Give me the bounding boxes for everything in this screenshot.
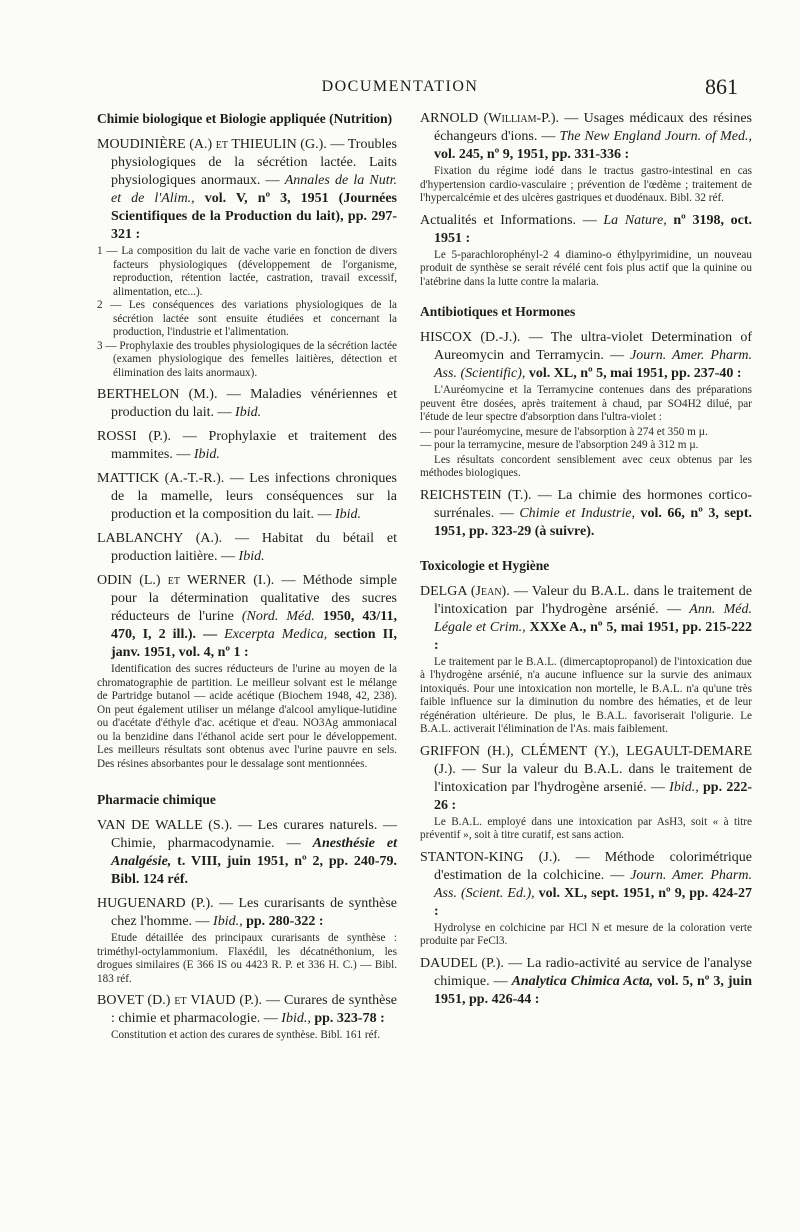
entry-details: pp. 323-78 : [314, 1011, 385, 1026]
entry-details: vol. XL, nº 5, mai 1951, pp. 237-40 : [528, 366, 742, 381]
entry-authors: VAN DE WALLE (S.). [97, 818, 233, 833]
entry-abstract: Etude détaillée des principaux curarisants de synthèse : triméthyl-octylammonium. Flaxédil, les décatnéthonium, les drogues similaires (E 366 IS ou 4423 R. P. et 336 H. C.) — Bibl. 183 réf. [97, 932, 397, 985]
entry-source: Analytica Chimica Acta, [511, 973, 654, 989]
entry-authors: REICHSTEIN (T.). [420, 487, 532, 503]
entry-source: The New England Journ. of Med., [559, 129, 753, 144]
entry-source: La Nature, [603, 212, 667, 228]
entry-source: Excerpta Medica, [224, 627, 328, 642]
entry-abstract: L'Auréomycine et la Terramycine contenues dans des préparations peuvent être dosées, après traitement à chaud, par SO4H2 dilué, par l'étude de leur spectre d'absorption dans l'ultra-violet : [420, 384, 752, 423]
entry-source: Annales de la Nutr. et de l'Alim., [111, 173, 397, 206]
entry-authors: BOVET (D.) et VIAUD (P.). [97, 993, 262, 1008]
entry-title: — Les curares naturels. — Chimie, pharmacodynamie. — [111, 818, 397, 851]
bibliography-entry [97, 817, 397, 889]
bibliography-entry [420, 110, 752, 206]
entry-authors: HISCOX (D.-J.). [420, 330, 521, 345]
running-head-title: DOCUMENTATION [321, 78, 479, 95]
entry-source: Journ. Amer. Pharm. Ass. (Scientific), [434, 348, 753, 381]
entry-authors: DAUDEL (P.). [420, 955, 504, 971]
entry-authors: MOUDINIÈRE (A.) et THIEULIN (G.). [97, 137, 327, 152]
entry-source: Ibid. [334, 507, 362, 522]
entry-title: — Les infections chroniques de la mamelle, leurs conséquences sur la production et la composition du lait. — [111, 471, 397, 522]
entry-title: — Méthode colorimétrique d'estimation de la colchicine. — [434, 849, 752, 883]
bibliography-entry [97, 428, 397, 464]
section-heading: Chimie biologique et Biologie appliquée (Nutrition) [97, 111, 393, 126]
bibliography-entry [420, 849, 752, 949]
entry-authors: MATTICK (A.-T.-R.). [97, 471, 225, 486]
bibliography-entry [420, 743, 752, 843]
entry-source: Ibid. [193, 447, 220, 462]
abstract-list-item: 1 — La composition du lait de vache varie en fonction de divers facteurs physiologiques (développement de l'organisme, reproduction, rétention lactée, castration, travail excessif, alimentation, etc...). [97, 245, 397, 298]
entry-abstract: Le B.A.L. employé dans une intoxication par AsH3, soit « à titre préventif », soit à titre curatif, est sans action. [420, 815, 752, 841]
entry-title: — Habitat du bétail et production laitière. — [111, 531, 397, 564]
entry-title: — Maladies vénériennes et production du lait. — [111, 387, 397, 420]
entry-authors: LABLANCHY (A.). [97, 531, 223, 546]
bibliography-entry [420, 955, 752, 1009]
entry-details: vol. XL, sept. 1951, nº 9, pp. 424-27 : [434, 885, 753, 919]
entry-abstract: Le 5-parachlorophényl-2 4 diamino-o éthylpyrimidine, un nouveau produit de synthèse se serait révélé cent fois plus actif que la quinine ou l'atébrine dans la lutte contre la malaria. [420, 248, 752, 288]
bibliography-entry [97, 386, 397, 422]
entry-authors: ARNOLD (William-P.). [420, 111, 560, 126]
running-head [0, 74, 800, 104]
left-column [97, 110, 397, 1049]
entry-title: — Valeur du B.A.L. dans le traitement de l'intoxication par l'hydrogène arsénié. — [434, 583, 752, 617]
bibliography-entry [97, 470, 397, 524]
entry-title: — Méthode simple pour la détermination qualitative des sucres réducteurs de l'urine [111, 573, 397, 624]
entry-authors: ODIN (L.) et WERNER (I.). [97, 573, 275, 588]
entry-details: 1950, 43/11, 470, I, 2 ill.). — [111, 609, 398, 642]
entry-abstract: Hydrolyse en colchicine par HCl N et mesure de la coloration verte produite par FeCl3. [420, 921, 752, 947]
entry-title: — [582, 212, 597, 228]
entry-title: — La chimie des hormones cortico-surrénales. — [434, 487, 752, 521]
entry-title: — Prophylaxie et traitement des mammites. — [111, 429, 397, 462]
entry-authors: HUGUENARD (P.). [97, 896, 214, 911]
section-heading: Antibiotiques et Hormones [420, 304, 576, 319]
entry-abstract-list [97, 245, 397, 380]
entry-abstract: Les résultats concordent sensiblement avec ceux obtenus par les méthodes biologiques. [420, 453, 752, 479]
abstract-list-item: — pour la terramycine, mesure de l'absorption 249 à 312 m µ. [420, 439, 699, 451]
abstract-list-item: 3 — Prophylaxie des troubles physiologiques de la sécrétion lactée (examen physiologique des femelles laitières, détection et élimination des laits anormaux). [97, 339, 397, 379]
entry-details: vol. 245, nº 9, 1951, pp. 331-336 : [434, 147, 630, 162]
bibliography-entry [97, 992, 397, 1043]
entry-authors: BERTHELON (M.). [97, 387, 218, 402]
entry-source: Anesthésie et Analgésie, [111, 836, 397, 869]
bibliography-entry [420, 212, 752, 290]
bibliography-entry [97, 895, 397, 986]
entry-details: XXXe A., nº 5, mai 1951, pp. 215-222 : [434, 619, 753, 653]
entry-source: Ibid., [281, 1011, 311, 1026]
entry-source: Ibid., [669, 779, 699, 795]
entry-title: — The ultra-violet Determination of Aureomycin and Terramycin. — [434, 330, 752, 363]
entry-source: Ibid., [213, 914, 243, 929]
entry-details: vol. 66, nº 3, sept. 1951, pp. 323-29 (à suivre). [434, 505, 752, 539]
entry-source: (Nord. Méd. [241, 609, 315, 624]
entry-details: vol. 5, nº 3, juin 1951, pp. 426-44 : [434, 973, 752, 1007]
entry-details: t. VIII, juin 1951, nº 2, pp. 240-79. Bibl. 124 réf. [111, 854, 397, 887]
entry-authors: DELGA (Jean). [420, 583, 510, 599]
bibliography-entry [420, 329, 752, 481]
entry-details: nº 3198, oct. 1951 : [434, 212, 752, 246]
entry-details: vol. V, nº 3, 1951 (Journées Scientifiques de la Production du lait), pp. 297-321 : [111, 191, 397, 242]
section-heading: Pharmacie chimique [97, 792, 216, 807]
entry-details: pp. 280-322 : [246, 914, 324, 929]
right-column [420, 110, 752, 1015]
entry-abstract-list [420, 426, 752, 453]
entry-source: Chimie et Industrie, [519, 505, 635, 521]
bibliography-entry [97, 572, 397, 771]
entry-authors: GRIFFON (H.), CLÉMENT (Y.), LEGAULT-DEMARE (J.). [420, 743, 752, 777]
entry-details: pp. 222-26 : [434, 779, 753, 813]
abstract-list-item: — pour l'auréomycine, mesure de l'absorption à 274 et 350 m µ. [420, 425, 708, 438]
bibliography-entry [420, 487, 752, 541]
entry-source: Ann. Méd. Légale et Crim., [434, 601, 753, 635]
entry-abstract: Constitution et action des curares de synthèse. Bibl. 161 réf. [111, 1029, 381, 1041]
entry-source: Ibid. [238, 549, 265, 564]
entry-abstract: Le traitement par le B.A.L. (dimercaptopropanol) de l'intoxication due à l'hydrogène arsénié, n'a aucune influence sur la survie des animaux intoxiqués. Pour une intoxication non mortelle, le B.A.L. n'a qu'une très faible influence sur la diminution du nombre des hématies, et de leur régénération ultérieure. De plus, le B.A.L. favoriserait l'oligurie. Le B.A.L. activerait l'élimination de l'As. mais faiblement. [420, 655, 752, 735]
bibliography-entry [97, 136, 397, 380]
entry-abstract: Identification des sucres réducteurs de l'urine au moyen de la chromatographie de partition. Le meilleur solvant est le mélange de Partridge butanol — acide acétique (Biochem 1948, 42, 238). On peut également utiliser un mélange d'alcool amylique-lutidine ou d'acétate d'éthyle d'ac. acétique et d'eau. NO3Ag ammoniacal ou la benzidine dans l'éthanol acide sert pour le développement. Les meilleurs résultats sont obtenus avec l'urine pauvre en sels. Des résines absorbantes pour le dessalage sont mentionnées. [97, 663, 397, 770]
entry-authors: STANTON-KING (J.). [420, 849, 561, 865]
entry-title: — Les curarisants de synthèse chez l'homme. — [111, 896, 397, 929]
entry-title: — Usages médicaux des résines échangeurs d'ions. — [434, 111, 752, 144]
entry-title: — Sur la valeur du B.A.L. dans le traitement de l'intoxication par l'hydrogène arsenié. — [434, 761, 753, 795]
entry-authors: Actualités et Informations. [420, 212, 577, 228]
entry-source: Journ. Amer. Pharm. Ass. (Scient. Ed.), [434, 867, 752, 901]
abstract-list-item: 2 — Les conséquences des variations physiologiques de la sécrétion lactée sont ensuite étudiées et concernant la production, l'industrie et l'alimentation. [97, 299, 397, 338]
entry-authors: ROSSI (P.). [97, 429, 172, 444]
bibliography-entry [420, 583, 752, 737]
bibliography-entry [97, 530, 397, 566]
entry-title: — La radio-activité au service de l'analyse chimique. — [434, 955, 752, 989]
entry-title: — Curares de synthèse : chimie et pharmacologie. — [111, 993, 397, 1026]
entry-abstract: Fixation du régime iodé dans le tractus gastro-intestinal en cas d'hypertension cardio-vasculaire ; prévention de l'œdème ; traitement de l'hypercalcémie et des ulcères gastriques et duodénaux. Bibl. 32 réf. [420, 165, 752, 204]
page-number: 861 [705, 74, 738, 99]
section-heading: Toxicologie et Hygiène [420, 557, 550, 573]
entry-details: section II, janv. 1951, vol. 4, nº 1 : [111, 627, 398, 660]
entry-title: — Troubles physiologiques de la sécrétion lactée. Laits physiologiques anormaux. — [111, 137, 397, 188]
entry-source: Ibid. [235, 405, 262, 420]
